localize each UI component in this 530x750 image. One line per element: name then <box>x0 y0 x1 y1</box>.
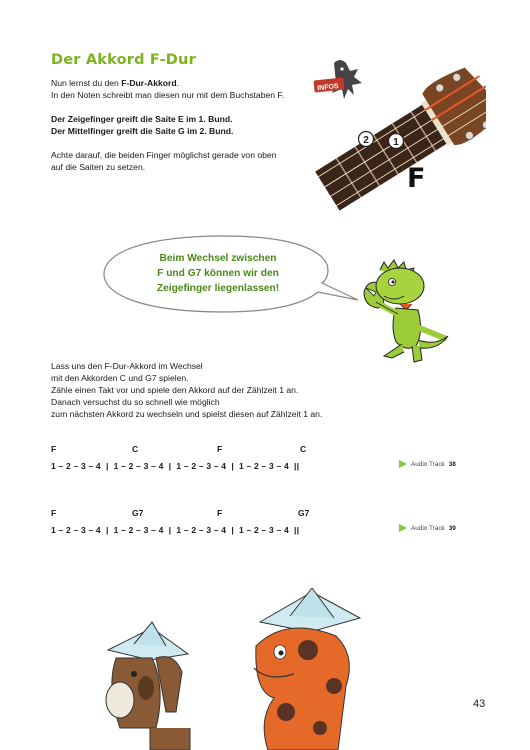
chord-name: F <box>51 508 57 518</box>
intro-text: Nun lernst du den <box>51 78 122 88</box>
bubble-line-1: Beim Wechsel zwischen <box>159 253 277 264</box>
chord-name: F <box>51 444 57 454</box>
hint-text-2: auf die Saiten zu setzen. <box>51 162 146 172</box>
audio-label: Audio Track <box>411 460 445 468</box>
hint-paragraph <box>51 149 311 173</box>
bubble-line-3: Zeigefinger liegenlassen! <box>156 283 280 294</box>
audio-track-link[interactable] <box>399 524 456 532</box>
index-finger-instruction: Der Zeigefinger greift die Saite E im 1. Bund. <box>51 114 233 124</box>
chord-name-bold: F-Dur-Akkord <box>121 78 177 88</box>
play-icon[interactable] <box>399 524 407 532</box>
exercise-line-3: Zähle einen Takt vor und spiele den Akkord auf der Zählzeit 1 an. <box>51 385 299 395</box>
intro-paragraph <box>51 77 301 101</box>
chord-name: F <box>217 444 223 454</box>
chord-name: C <box>300 444 307 454</box>
count-line: 1 – 2 – 3 – 4 | 1 – 2 – 3 – 4 | 1 – 2 – 3 – 4 | 1 – 2 – 3 – 4 || <box>51 461 300 471</box>
chord-diagram-label: F <box>407 163 426 194</box>
characters-illustration <box>90 588 390 750</box>
finger-marker-1: 1 <box>393 137 399 148</box>
chord-row <box>51 444 471 474</box>
chord-name: G7 <box>132 508 144 518</box>
chord-name: F <box>217 508 223 518</box>
chord-name: G7 <box>298 508 310 518</box>
dino-illustration <box>352 252 452 372</box>
bubble-line-2: F und G7 können wir den <box>157 268 279 279</box>
audio-track-number: 39 <box>448 524 456 532</box>
exercise-line-4: Danach versuchst du so schnell wie möglich <box>51 397 220 407</box>
chord-name: C <box>132 444 139 454</box>
exercise-paragraph <box>51 360 381 420</box>
intro-text-2: In den Noten schreibt man diesen nur mit dem Buchstaben F. <box>51 90 285 100</box>
page-number: 43 <box>473 698 486 710</box>
exercise-line-5: zum nächsten Akkord zu wechseln und spielst diesen auf Zählzeit 1 an. <box>51 409 323 419</box>
count-line: 1 – 2 – 3 – 4 | 1 – 2 – 3 – 4 | 1 – 2 – 3 – 4 | 1 – 2 – 3 – 4 || <box>51 525 300 535</box>
bubble-text <box>118 251 318 296</box>
audio-label: Audio Track <box>411 524 445 532</box>
chord-row <box>51 508 471 538</box>
ukulele-fretboard <box>296 52 486 227</box>
audio-track-link[interactable] <box>399 460 456 468</box>
middle-finger-instruction: Der Mittelfinger greift die Saite G im 2. Bund. <box>51 126 234 136</box>
finger-instructions <box>51 113 301 137</box>
hint-text-1: Achte darauf, die beiden Finger möglichst gerade von oben <box>51 150 277 160</box>
exercise-line-1: Lass uns den F-Dur-Akkord im Wechsel <box>51 361 203 371</box>
page-title: Der Akkord F-Dur <box>51 52 196 68</box>
finger-marker-2: 2 <box>363 135 369 146</box>
intro-period: . <box>176 78 180 88</box>
exercise-line-2: mit den Akkorden C und G7 spielen. <box>51 373 189 383</box>
play-icon[interactable] <box>399 460 407 468</box>
infos-label: INFOS <box>316 83 339 93</box>
audio-track-number: 38 <box>448 460 456 468</box>
